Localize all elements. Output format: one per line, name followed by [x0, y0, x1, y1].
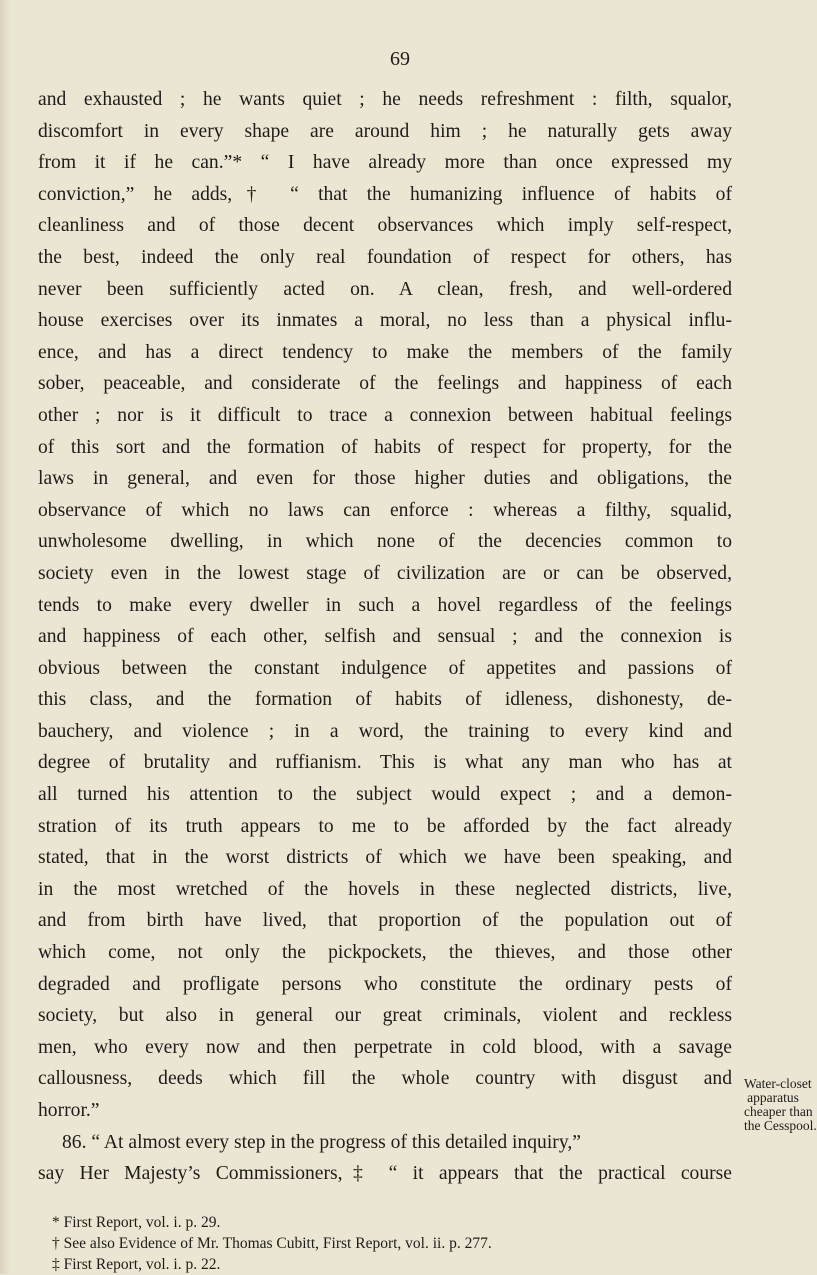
text-line: cleanliness and of those decent observances which imply self-respect, — [38, 215, 732, 237]
text-line: bauchery, and violence ; in a word, the training to every kind and — [38, 720, 732, 742]
margin-note-line: Water-closet — [744, 1076, 812, 1091]
text-line: the best, indeed the only real foundation of respect for others, has — [38, 246, 732, 268]
text-line: observance of which no laws can enforce : whereas a filthy, squalid, — [38, 499, 732, 521]
margin-note-line: the Cesspool. — [744, 1118, 817, 1133]
text-line: horror.” — [38, 1100, 100, 1121]
text-line: of this sort and the formation of habits of respect for property, for the — [38, 436, 732, 458]
footnotes — [38, 1212, 738, 1275]
text-line: other ; nor is it difficult to trace a connexion between habitual feelings — [38, 404, 732, 426]
text-line: conviction,” he adds,† “ that the humanizing influence of habits of — [38, 183, 732, 205]
text-line: ence, and has a direct tendency to make the members of the family — [38, 341, 732, 363]
text-line: tends to make every dweller in such a hovel regardless of the feelings — [38, 594, 732, 616]
margin-note-line: cheaper than — [744, 1104, 813, 1119]
margin-note — [744, 1076, 817, 1133]
text-line: all turned his attention to the subject would expect ; and a demon- — [38, 784, 732, 806]
paragraph-1 — [38, 84, 732, 1127]
gutter-shadow — [0, 0, 10, 1274]
text-line: and exhausted ; he wants quiet ; he needs refreshment : filth, squalor, — [38, 89, 732, 110]
footnote: * First Report, vol. i. p. 29. — [52, 1214, 221, 1231]
text-line: men, who every now and then perpetrate in cold blood, with a savage — [38, 1036, 732, 1058]
text-line: and from birth have lived, that proportion of the population out of — [38, 910, 732, 932]
text-line: society even in the lowest stage of civilization are or can be observed, — [38, 562, 732, 584]
text-line: laws in general, and even for those higher duties and obligations, the — [38, 468, 732, 490]
text-line: obvious between the constant indulgence of appetites and passions of — [38, 657, 732, 679]
text-line: degraded and profligate persons who constitute the ordinary pests of — [38, 973, 732, 995]
text-line: discomfort in every shape are around him ; he naturally gets away — [38, 120, 732, 142]
text-line: house exercises over its inmates a moral, no less than a physical influ- — [38, 310, 732, 332]
paragraph-86 — [38, 1127, 732, 1190]
text-line: degree of brutality and ruffianism. This is what any man who has at — [38, 752, 732, 774]
page-number: 69 — [390, 48, 410, 70]
text-line: never been sufficiently acted on. A clean, fresh, and well-ordered — [38, 278, 732, 300]
text-line: say Her Majesty’s Commissioners,‡ “ it appears that the practical course — [38, 1163, 732, 1185]
margin-note-line: apparatus — [747, 1090, 799, 1105]
main-text — [38, 84, 732, 1190]
text-line: in the most wretched of the hovels in these neglected districts, live, — [38, 878, 732, 900]
text-line: 86. “ At almost every step in the progress of this detailed inquiry,” — [62, 1131, 581, 1153]
text-line: which come, not only the pickpockets, the thieves, and those other — [38, 942, 732, 964]
text-line: society, but also in general our great criminals, violent and reckless — [38, 1005, 732, 1027]
text-line: sober, peaceable, and considerate of the feelings and happiness of each — [38, 373, 732, 395]
text-line: callousness, deeds which fill the whole country with disgust and — [38, 1068, 732, 1090]
text-line: stration of its truth appears to me to be afforded by the fact already — [38, 815, 732, 837]
text-line: and happiness of each other, selfish and sensual ; and the connexion is — [38, 626, 732, 648]
text-line: from it if he can.”* “ I have already more than once expressed my — [38, 152, 732, 174]
text-line: this class, and the formation of habits of idleness, dishonesty, de- — [38, 689, 732, 711]
text-line: stated, that in the worst districts of which we have been speaking, and — [38, 847, 732, 869]
text-line: unwholesome dwelling, in which none of the decencies common to — [38, 531, 732, 553]
footnote: ‡ First Report, vol. i. p. 22. — [52, 1256, 221, 1273]
footnote: † See also Evidence of Mr. Thomas Cubitt, First Report, vol. ii. p. 277. — [52, 1235, 492, 1252]
